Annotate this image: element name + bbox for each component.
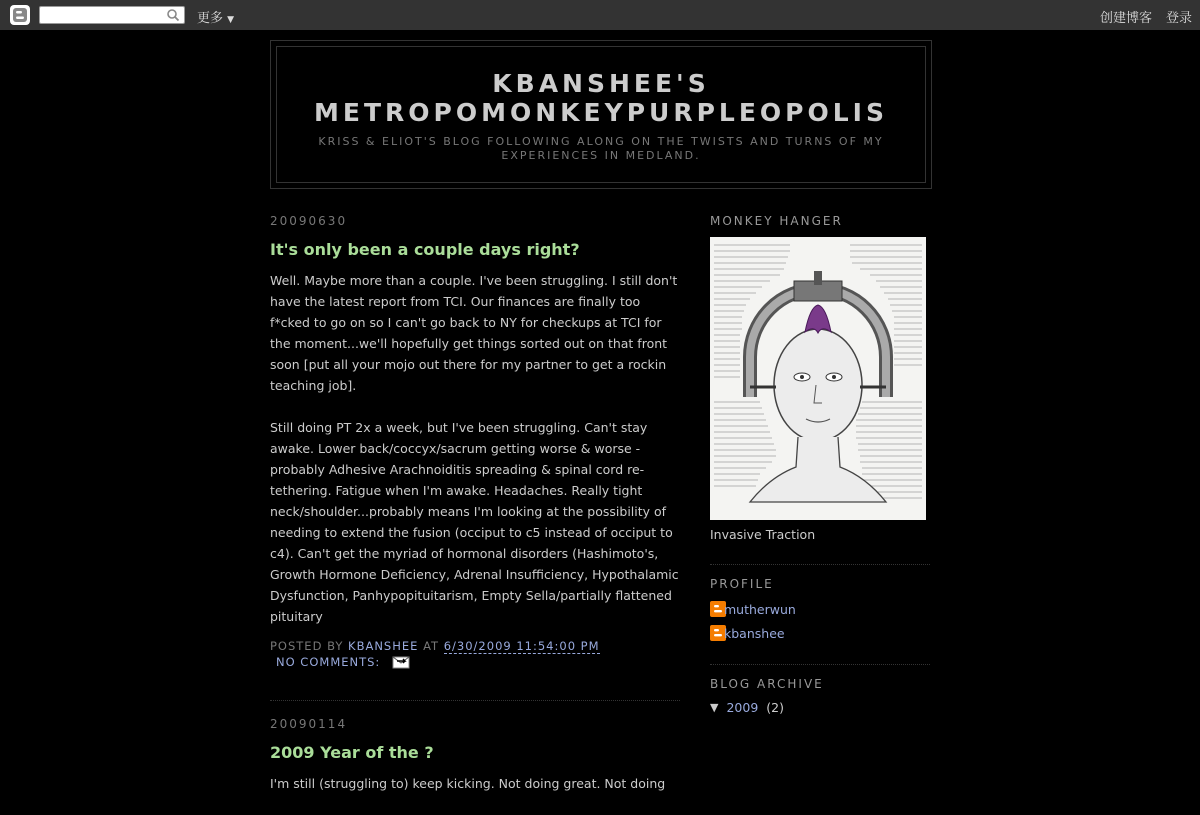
post-paragraph: Still doing PT 2x a week, but I've been struggling. Can't stay awake. Lower back/coccyx/sacrum getting worse & worse - probably Adhesive Arachnoiditis spreading & spinal cord re-tethering. Fatigue when I'm awake. Headaches. Really tight neck/shoulder...probably means I'm looking at the possibility of needing to extend the fusion (occiput to c5 instead of occiput to c4). Can't get the myriad of hormonal disorders (Hashimoto's, Growth Hormone Deficiency, Adrenal Insufficiency, Hypothalamic Dysfunction, Panhypopituitarism, Empty Sella/partially flattened pituitary <box>270 420 679 624</box>
profile-item[interactable] <box>710 624 930 642</box>
posted-by-label: POSTED BY <box>270 639 344 653</box>
profile-link[interactable]: kbanshee <box>724 625 785 641</box>
post-timestamp-link[interactable]: 6/30/2009 11:54:00 PM <box>443 639 600 653</box>
profile-item[interactable] <box>710 600 930 618</box>
sidebar-separator <box>710 564 930 565</box>
blogger-logo-icon[interactable] <box>10 5 30 25</box>
post-title[interactable]: It's only been a couple days right? <box>270 240 580 259</box>
blog-archive-heading: BLOG ARCHIVE <box>710 677 824 691</box>
create-blog-link[interactable]: 创建博客 <box>1099 11 1152 26</box>
more-label: 更多 <box>197 11 224 26</box>
monkey-hanger-heading: MONKEY HANGER <box>710 214 843 228</box>
post-date: 20090114 <box>270 717 348 731</box>
main-column <box>270 210 680 815</box>
blogger-navbar <box>0 0 1200 30</box>
comments-link[interactable]: NO COMMENTS: <box>276 655 381 669</box>
post-footer <box>270 638 680 670</box>
profile-link[interactable]: mutherwun <box>724 601 796 617</box>
post-paragraph: Well. Maybe more than a couple. I've been struggling. I still don't have the latest report from TCI. Our finances are finally too f*cked to go on so I can't go back to NY for checkups at TCI for the moment...we'll hopefully get things sorted out on that front soon [put all your mojo out there for my partner to get a rockin teaching job]. <box>270 273 678 393</box>
blog-description: KRISS & ELIOT'S BLOG FOLLOWING ALONG ON THE TWISTS AND TURNS OF MY EXPERIENCES IN MEDLAND. <box>318 135 884 162</box>
expand-toggle-icon[interactable]: ▼ <box>710 701 719 714</box>
blog-header <box>270 40 932 189</box>
search-icon[interactable] <box>166 8 180 22</box>
archive-year-item[interactable] <box>710 700 930 715</box>
author-link[interactable]: KBANSHEE <box>348 639 419 653</box>
profile-heading: PROFILE <box>710 577 774 591</box>
more-menu[interactable] <box>197 7 234 26</box>
image-caption: Invasive Traction <box>710 527 816 542</box>
post-separator <box>270 700 680 701</box>
login-link[interactable]: 登录 <box>1165 11 1192 26</box>
blog-title[interactable]: KBANSHEE'S METROPOMONKEYPURPLEOPOLIS <box>314 69 888 127</box>
post-date: 20090630 <box>270 214 348 228</box>
post-paragraph: I'm still (struggling to) keep kicking. Not doing great. Not doing <box>270 776 666 791</box>
post-title[interactable]: 2009 Year of the ? <box>270 743 434 762</box>
search-input[interactable] <box>39 6 185 24</box>
at-label: AT <box>423 639 440 653</box>
invasive-traction-image[interactable] <box>710 237 926 520</box>
email-post-icon[interactable] <box>392 655 410 669</box>
archive-count: (2) <box>766 700 784 715</box>
sidebar <box>710 210 930 715</box>
chevron-down-icon: ▼ <box>227 15 235 25</box>
post-body <box>270 773 680 794</box>
post-body <box>270 270 680 627</box>
archive-year-link[interactable]: 2009 <box>726 700 759 715</box>
sidebar-separator <box>710 664 930 665</box>
